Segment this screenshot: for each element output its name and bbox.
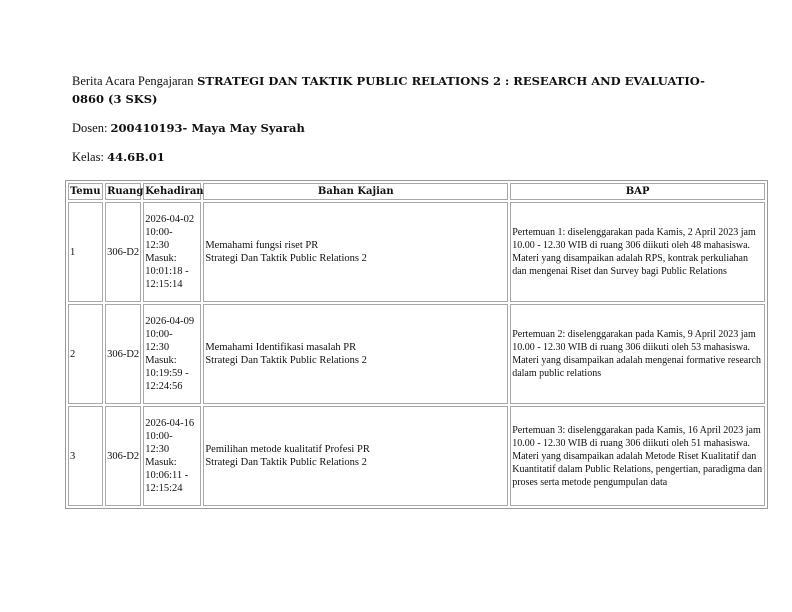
table-row: [68, 304, 765, 404]
session-time-start: 10:00-: [145, 227, 173, 238]
session-time-start: 10:00-: [145, 329, 173, 340]
column-header-kehadiran: Kehadiran: [143, 183, 201, 200]
session-date: 2026-04-02: [145, 214, 195, 225]
topic: Pemilihan metode kualitatif Profesi PR: [205, 444, 370, 455]
cell-temu: 2: [68, 304, 103, 404]
checkin-label: Masuk:: [145, 253, 177, 264]
meeting-table: [65, 180, 768, 509]
column-header-bahan-kajian: Bahan Kajian: [203, 183, 508, 200]
class-line: [72, 150, 165, 165]
checkin-label: Masuk:: [145, 355, 177, 366]
checkin-time: 10:01:18 -: [145, 266, 189, 277]
course-name: STRATEGI DAN TAKTIK PUBLIC RELATIONS 2 : RESEARCH AND EVALUATIO-0860 (3 SKS): [72, 74, 705, 106]
session-time-end: 12:30: [145, 240, 170, 251]
topic: Memahami Identifikasi masalah PR: [205, 342, 357, 353]
cell-kehadiran: [143, 304, 201, 404]
session-date: 2026-04-16: [145, 418, 195, 429]
checkout-time: 12:24:56: [145, 381, 183, 392]
cell-kehadiran: [143, 406, 201, 506]
title-label: Berita Acara Pengajaran: [72, 74, 194, 88]
checkin-label: Masuk:: [145, 457, 177, 468]
cell-bap: Pertemuan 2: diselenggarakan pada Kamis, 9 April 2023 jam 10.00 - 12.30 WIB di ruang 306 diikuti oleh 53 mahasiswa. Materi yang disampaikan adalah mengenai formative research dalam public relations: [510, 304, 765, 404]
column-header-ruang: Ruang: [105, 183, 141, 200]
course-ref: Strategi Dan Taktik Public Relations 2: [205, 457, 367, 468]
cell-temu: 1: [68, 202, 103, 302]
checkout-time: 12:15:24: [145, 483, 183, 494]
topic: Memahami fungsi riset PR: [205, 240, 319, 251]
session-time-start: 10:00-: [145, 431, 173, 442]
cell-ruang: 306-D2: [105, 202, 141, 302]
checkout-time: 12:15:14: [145, 279, 183, 290]
cell-bahan-kajian: [203, 202, 508, 302]
table-row: [68, 406, 765, 506]
table-header-row: [68, 183, 765, 200]
class-label: Kelas:: [72, 150, 104, 164]
lecturer-value: 200410193- Maya May Syarah: [110, 121, 305, 135]
checkin-time: 10:06:11 -: [145, 470, 189, 481]
class-value: 44.6B.01: [107, 150, 165, 164]
session-date: 2026-04-09: [145, 316, 195, 327]
cell-bahan-kajian: [203, 406, 508, 506]
lecturer-line: [72, 121, 305, 136]
table-row: [68, 202, 765, 302]
course-ref: Strategi Dan Taktik Public Relations 2: [205, 253, 367, 264]
course-ref: Strategi Dan Taktik Public Relations 2: [205, 355, 367, 366]
cell-ruang: 306-D2: [105, 406, 141, 506]
checkin-time: 10:19:59 -: [145, 368, 189, 379]
cell-kehadiran: [143, 202, 201, 302]
session-time-end: 12:30: [145, 444, 170, 455]
cell-temu: 3: [68, 406, 103, 506]
column-header-temu: Temu: [68, 183, 103, 200]
cell-bap: Pertemuan 3: diselenggarakan pada Kamis, 16 April 2023 jam 10.00 - 12.30 WIB di ruang 306 diikuti oleh 51 mahasiswa. Materi yang disampaikan adalah Metode Riset Kualitatif dan Kuantitatif dalam Public Relations, pengertian, paradigma dan proses serta metode pengumpulan data: [510, 406, 765, 506]
document-title: [72, 72, 722, 108]
lecturer-label: Dosen:: [72, 121, 108, 135]
cell-bahan-kajian: [203, 304, 508, 404]
session-time-end: 12:30: [145, 342, 170, 353]
cell-bap: Pertemuan 1: diselenggarakan pada Kamis, 2 April 2023 jam 10.00 - 12.30 WIB di ruang 306 diikuti oleh 48 mahasiswa. Materi yang disampaikan adalah RPS, kontrak perkuliahan dan mengenai Riset dan Survey bagi Public Relations: [510, 202, 765, 302]
cell-ruang: 306-D2: [105, 304, 141, 404]
column-header-bap: BAP: [510, 183, 765, 200]
